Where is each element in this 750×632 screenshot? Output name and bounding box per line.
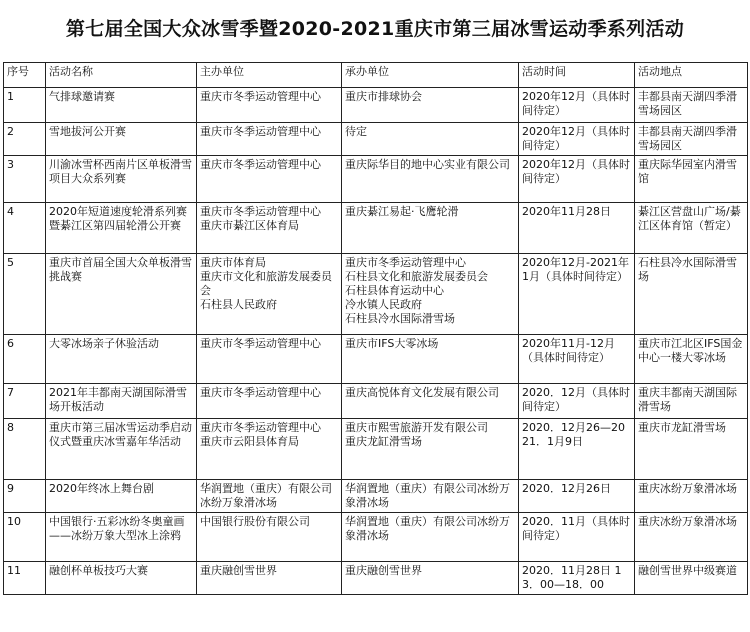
header-organizer: 承办单位: [342, 63, 519, 88]
cell-organizer: [342, 419, 519, 480]
cell-host: [197, 335, 342, 384]
table-row: [4, 419, 748, 480]
cell-place: 丰都县南天湖四季滑雪场园区: [635, 88, 748, 123]
cell-time: 2020．12月26—2021．1月9日: [519, 419, 635, 480]
cell-number: 8: [4, 419, 46, 480]
cell-time: 2020年12月（具体时间待定）: [519, 88, 635, 123]
cell-host: [197, 480, 342, 513]
cell-activity-name: 中国银行·五彩冰纷冬奥童画——冰纷万象大型冰上涂鸦: [46, 513, 197, 562]
cell-activity-name: 融创杯单板技巧大赛: [46, 562, 197, 595]
header-host: 主办单位: [197, 63, 342, 88]
cell-activity-name: 气排球邀请赛: [46, 88, 197, 123]
host-line: 重庆市冬季运动管理中心: [200, 337, 321, 350]
cell-host: [197, 419, 342, 480]
cell-number: 1: [4, 88, 46, 123]
host-line: 重庆市云阳县体育局: [200, 435, 299, 448]
organizer-line: 重庆市排球协会: [345, 90, 422, 103]
cell-host: [197, 513, 342, 562]
cell-number: 6: [4, 335, 46, 384]
cell-host: [197, 254, 342, 335]
organizer-line: 重庆融创雪世界: [345, 564, 422, 577]
table-row: [4, 480, 748, 513]
table-row: [4, 88, 748, 123]
cell-time: 2020年12月（具体时间待定）: [519, 123, 635, 156]
cell-place: 綦江区营盘山广场/綦江区体育馆（暂定）: [635, 203, 748, 254]
cell-activity-name: 2020年短道速度轮滑系列赛暨綦江区第四届轮滑公开赛: [46, 203, 197, 254]
cell-time: 2020年12月（具体时间待定）: [519, 156, 635, 203]
organizer-line: 重庆市IFS大零冰场: [345, 337, 439, 350]
cell-organizer: [342, 384, 519, 419]
table-header-row: [4, 63, 748, 88]
cell-place: 重庆冰纷万象滑冰场: [635, 480, 748, 513]
cell-time: 2020．11月（具体时间待定）: [519, 513, 635, 562]
cell-number: 11: [4, 562, 46, 595]
cell-host: [197, 88, 342, 123]
cell-number: 5: [4, 254, 46, 335]
host-line: 重庆市綦江区体育局: [200, 219, 299, 232]
cell-organizer: [342, 203, 519, 254]
cell-activity-name: 2020年终冰上舞台剧: [46, 480, 197, 513]
host-line: 重庆市冬季运动管理中心: [200, 125, 321, 138]
cell-organizer: [342, 88, 519, 123]
header-number: 序号: [4, 63, 46, 88]
cell-place: 重庆际华园室内滑雪馆: [635, 156, 748, 203]
organizer-line: 重庆綦江易起·飞鹰轮滑: [345, 205, 459, 218]
organizer-line: 重庆高悦体育文化发展有限公司: [345, 386, 499, 399]
cell-time: 2020年11月-12月（具体时间待定）: [519, 335, 635, 384]
organizer-line: 重庆际华目的地中心实业有限公司: [345, 158, 510, 171]
table-row: [4, 254, 748, 335]
cell-place: 重庆市龙缸滑雪场: [635, 419, 748, 480]
cell-number: 10: [4, 513, 46, 562]
cell-time: 2020．12月（具体时间待定）: [519, 384, 635, 419]
organizer-line: 重庆市冬季运动管理中心: [345, 256, 466, 269]
cell-number: 3: [4, 156, 46, 203]
cell-activity-name: 2021年丰都南天湖国际滑雪场开板活动: [46, 384, 197, 419]
cell-host: [197, 384, 342, 419]
cell-place: 重庆丰都南天湖国际滑雪场: [635, 384, 748, 419]
table-row: [4, 562, 748, 595]
cell-activity-name: 大零冰场亲子休验活动: [46, 335, 197, 384]
table-row: [4, 156, 748, 203]
cell-host: [197, 203, 342, 254]
header-place: 活动地点: [635, 63, 748, 88]
activity-schedule-table: [3, 62, 748, 595]
cell-number: 4: [4, 203, 46, 254]
cell-organizer: [342, 254, 519, 335]
cell-place: 丰都县南天湖四季滑雪场园区: [635, 123, 748, 156]
cell-organizer: [342, 513, 519, 562]
host-line: 重庆融创雪世界: [200, 564, 277, 577]
cell-organizer: [342, 480, 519, 513]
table-row: [4, 384, 748, 419]
cell-place: 重庆市江北区IFS国金中心一楼大零冰场: [635, 335, 748, 384]
host-line: 重庆市冬季运动管理中心: [200, 90, 321, 103]
table-row: [4, 335, 748, 384]
cell-time: 2020年11月28日: [519, 203, 635, 254]
cell-organizer: [342, 335, 519, 384]
organizer-line: 华润置地（重庆）有限公司冰纷万象滑冰场: [345, 482, 510, 509]
host-line: 重庆市文化和旅游发展委员会: [200, 270, 332, 297]
cell-organizer: [342, 156, 519, 203]
organizer-line: 待定: [345, 125, 367, 138]
cell-activity-name: 川渝冰雪杯西南片区单板滑雪项目大众系列赛: [46, 156, 197, 203]
cell-place: 重庆冰纷万象滑冰场: [635, 513, 748, 562]
cell-number: 9: [4, 480, 46, 513]
organizer-line: 石柱县冷水国际滑雪场: [345, 312, 455, 325]
organizer-line: 重庆市熙雪旅游开发有限公司: [345, 421, 488, 434]
cell-organizer: [342, 123, 519, 156]
table-row: [4, 123, 748, 156]
cell-place: 石柱县冷水国际滑雪场: [635, 254, 748, 335]
cell-number: 7: [4, 384, 46, 419]
organizer-line: 华润置地（重庆）有限公司冰纷万象滑冰场: [345, 515, 510, 542]
organizer-line: 石柱县体育运动中心: [345, 284, 444, 297]
host-line: 重庆市冬季运动管理中心: [200, 205, 321, 218]
host-line: 重庆市体育局: [200, 256, 266, 269]
organizer-line: 冷水镇人民政府: [345, 298, 422, 311]
table-row: [4, 203, 748, 254]
cell-activity-name: 重庆市第三届冰雪运动季启动仪式暨重庆冰雪嘉年华活动: [46, 419, 197, 480]
header-time: 活动时间: [519, 63, 635, 88]
cell-host: [197, 562, 342, 595]
table-row: [4, 513, 748, 562]
cell-time: 2020．11月28日 13．00—18．00: [519, 562, 635, 595]
cell-host: [197, 123, 342, 156]
cell-number: 2: [4, 123, 46, 156]
host-line: 中国银行股份有限公司: [200, 515, 310, 528]
host-line: 重庆市冬季运动管理中心: [200, 158, 321, 171]
cell-host: [197, 156, 342, 203]
host-line: 石柱县人民政府: [200, 298, 277, 311]
host-line: 重庆市冬季运动管理中心: [200, 421, 321, 434]
organizer-line: 重庆龙缸滑雪场: [345, 435, 422, 448]
host-line: 重庆市冬季运动管理中心: [200, 386, 321, 399]
cell-place: 融创雪世界中级赛道: [635, 562, 748, 595]
cell-time: 2020年12月-2021年1月（具体时间待定）: [519, 254, 635, 335]
cell-organizer: [342, 562, 519, 595]
host-line: 华润置地（重庆）有限公司冰纷万象滑冰场: [200, 482, 332, 509]
cell-activity-name: 重庆市首届全国大众单板滑雪挑战赛: [46, 254, 197, 335]
organizer-line: 石柱县文化和旅游发展委员会: [345, 270, 488, 283]
header-activity-name: 活动名称: [46, 63, 197, 88]
cell-time: 2020．12月26日: [519, 480, 635, 513]
cell-activity-name: 雪地拔河公开赛: [46, 123, 197, 156]
document-title: 第七届全国大众冰雪季暨2020-2021重庆市第三届冰雪运动季系列活动: [65, 18, 685, 40]
